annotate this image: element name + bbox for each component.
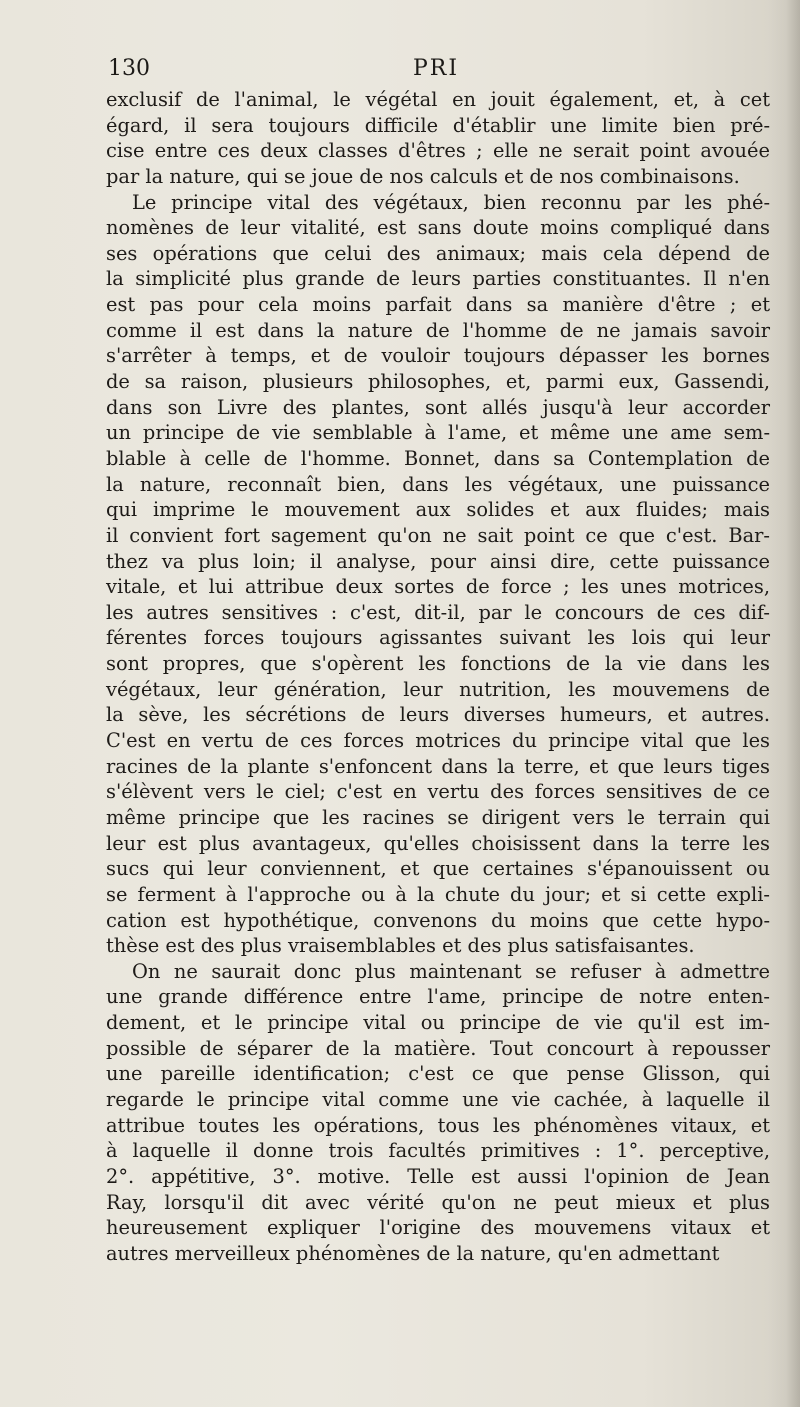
text-line: se ferment à l'approche ou à la chute du jour; et si cette expli-: [106, 882, 770, 906]
text-line: thèse est des plus vraisemblables et des plus satisfaisantes.: [106, 934, 695, 958]
text-line: On ne saurait donc plus maintenant se refuser à admettre: [132, 959, 770, 983]
text-line: ses opérations que celui des animaux; mais cela dépend de: [106, 241, 770, 265]
text-line: blable à celle de l'homme. Bonnet, dans sa Contemplation de: [106, 446, 770, 470]
text-line: heureusement expliquer l'origine des mouvemens vitaux et: [106, 1216, 770, 1240]
text-line: même principe que les racines se dirigent vers le terrain qui: [106, 805, 770, 829]
text-line: une pareille identification; c'est ce que pense Glisson, qui: [106, 1062, 770, 1086]
text-line: cise entre ces deux classes d'êtres ; elle ne serait point avouée: [106, 139, 770, 163]
body-text: [106, 87, 770, 1266]
text-line: un principe de vie semblable à l'ame, et même une ame sem-: [106, 421, 770, 445]
running-head: PRI: [412, 56, 460, 81]
text-line: les autres sensitives : c'est, dit-il, par le concours de ces dif-: [106, 600, 770, 624]
text-line: Le principe vital des végétaux, bien reconnu par les phé-: [132, 190, 770, 214]
text-line: est pas pour cela moins parfait dans sa manière d'être ; et: [106, 293, 770, 317]
text-line: à laquelle il donne trois facultés primitives : 1°. perceptive,: [106, 1139, 770, 1163]
text-line: la nature, reconnaît bien, dans les végétaux, une puissance: [106, 472, 770, 496]
text-line: exclusif de l'animal, le végétal en jouit également, et, à cet: [106, 88, 770, 111]
text-line: C'est en vertu de ces forces motrices du principe vital que les: [106, 729, 770, 753]
text-line: végétaux, leur génération, leur nutrition, les mouvemens de: [106, 677, 770, 701]
text-line: la simplicité plus grande de leurs parties constituantes. Il n'en: [106, 267, 770, 291]
text-line: sucs qui leur conviennent, et que certaines s'épanouissent ou: [106, 857, 770, 881]
text-line: nomènes de leur vitalité, est sans doute moins compliqué dans: [106, 216, 770, 240]
text-line: 2°. appétitive, 3°. motive. Telle est aussi l'opinion de Jean: [106, 1164, 770, 1188]
page-number: 130: [108, 56, 150, 81]
text-line: dans son Livre des plantes, sont allés jusqu'à leur accorder: [106, 395, 770, 419]
text-line: par la nature, qui se joue de nos calculs et de nos combinaisons.: [106, 164, 740, 188]
page-header: [108, 56, 764, 88]
text-line: autres merveilleux phénomènes de la nature, qu'en admettant: [106, 1241, 720, 1265]
text-line: attribue toutes les opérations, tous les phénomènes vitaux, et: [106, 1113, 770, 1137]
text-line: il convient fort sagement qu'on ne sait point ce que c'est. Bar-: [106, 523, 770, 547]
text-line: la sève, les sécrétions de leurs diverses humeurs, et autres.: [106, 703, 770, 727]
text-line: possible de séparer de la matière. Tout concourt à repousser: [106, 1036, 770, 1060]
text-line: vitale, et lui attribue deux sortes de force ; les unes motrices,: [106, 575, 770, 599]
text-line: comme il est dans la nature de l'homme de ne jamais savoir: [106, 318, 770, 342]
text-line: qui imprime le mouvement aux solides et aux fluides; mais: [106, 498, 770, 522]
text-line: Ray, lorsqu'il dit avec vérité qu'on ne peut mieux et plus: [106, 1190, 770, 1214]
text-line: sont propres, que s'opèrent les fonctions de la vie dans les: [106, 652, 770, 676]
text-line: dement, et le principe vital ou principe de vie qu'il est im-: [106, 1011, 770, 1035]
text-line: une grande différence entre l'ame, principe de notre enten-: [106, 985, 770, 1009]
text-line: racines de la plante s'enfoncent dans la terre, et que leurs tiges: [106, 754, 770, 778]
text-line: de sa raison, plusieurs philosophes, et, parmi eux, Gassendi,: [106, 370, 770, 394]
text-line: leur est plus avantageux, qu'elles choisissent dans la terre les: [106, 831, 770, 855]
text-line: thez va plus loin; il analyse, pour ainsi dire, cette puissance: [106, 549, 770, 573]
text-line: égard, il sera toujours difficile d'établir une limite bien pré-: [106, 113, 770, 137]
text-line: s'élèvent vers le ciel; c'est en vertu des forces sensitives de ce: [106, 780, 770, 804]
text-line: cation est hypothétique, convenons du moins que cette hypo-: [106, 908, 770, 932]
text-line: s'arrêter à temps, et de vouloir toujours dépasser les bornes: [106, 344, 770, 368]
text-line: regarde le principe vital comme une vie cachée, à laquelle il: [106, 1087, 770, 1111]
text-line: férentes forces toujours agissantes suivant les lois qui leur: [106, 626, 770, 650]
